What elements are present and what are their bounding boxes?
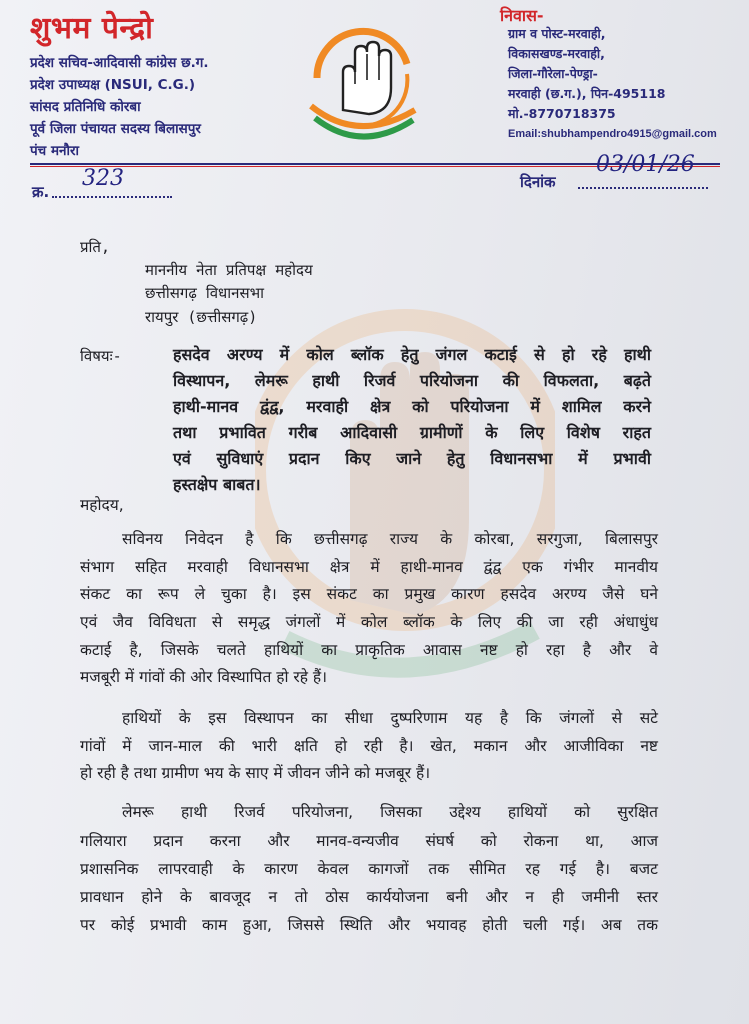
congress-hand-logo	[303, 14, 421, 142]
paragraph-line: हाथियों के इस विस्थापन का सीधा दुष्परिणाम यह है कि जंगलों से सटे	[122, 709, 658, 727]
sender-email: Email:shubhampendro4915@gmail.com	[508, 128, 717, 140]
paragraph-line: गांवों में जान-माल की भारी क्षति हो रही है। खेत, मकान और आजीविका नष्ट	[80, 737, 658, 755]
subject-line: तथा प्रभावित गरीब आदिवासी ग्रामीणों के लिए विशेष राहत	[173, 423, 651, 442]
subject-line: एवं सुविधाएं प्रदान किए जाने हेतु विधानसभा में प्रभावी	[173, 449, 651, 468]
residence-label: निवास-	[500, 6, 544, 25]
salutation: महोदय,	[80, 496, 124, 514]
recipient-line: रायपुर (छत्तीसगढ़)	[145, 308, 258, 326]
subject-line: विस्थापन, लेमरू हाथी रिजर्व परियोजना की विफलता, बढ़ते	[173, 371, 651, 390]
subject-label: विषयः-	[80, 347, 122, 365]
recipient-line: माननीय नेता प्रतिपक्ष महोदय	[145, 261, 313, 279]
date-label: दिनांक	[520, 173, 556, 191]
paragraph-line: पर कोई प्रभावी काम हुआ, जिससे स्थिति और भयावह होती चली गई। अब तक	[80, 916, 658, 934]
sender-designations	[30, 52, 208, 162]
subject-line: हाथी-मानव द्वंद्व, मरवाही क्षेत्र को परियोजना में शामिल करने	[173, 397, 651, 416]
paragraph-line: प्रावधान होने के बावजूद न तो ठोस कार्ययोजना बनी और न ही जमीनी स्तर	[80, 888, 658, 906]
date-value: 03/01/26	[596, 152, 695, 177]
paragraph-line: सविनय निवेदन है कि छत्तीसगढ़ राज्य के कोरबा, सरगुजा, बिलासपुर	[122, 530, 658, 548]
designation-line: प्रदेश सचिव-आदिवासी कांग्रेस छ.ग.	[30, 55, 209, 71]
designation-line: सांसद प्रतिनिधि कोरबा	[30, 99, 141, 115]
designation-line: प्रदेश उपाध्यक्ष (NSUI, C.G.)	[30, 77, 195, 93]
paragraph-line: एवं जैव विविधता से समृद्ध जंगलों में कोल ब्लॉक के लिए की जा रही अंधाधुंध	[80, 613, 658, 631]
paragraph-line: संकट का रूप ले चुका है। इस संकट का प्रमुख कारण हसदेव अरण्य जैसे घने	[80, 585, 658, 603]
recipient-line: छत्तीसगढ़ विधानसभा	[145, 284, 265, 302]
address-line: मरवाही (छ.ग.), पिन-495118	[508, 86, 666, 101]
address-line: विकासखण्ड-मरवाही,	[508, 46, 605, 61]
paragraph-line: गलियारा प्रदान करना और मानव-वन्यजीव संघर्ष को रोकना था, आज	[80, 832, 658, 850]
paragraph-line: प्रशासनिक लापरवाही के कारण केवल कागजों तक सीमित रह गई है। बजट	[80, 860, 658, 878]
paragraph-line: संभाग सहित मरवाही विधानसभा क्षेत्र में हाथी-मानव द्वंद्व एक गंभीर मानवीय	[80, 558, 658, 576]
paragraph-line: हो रही है तथा ग्रामीण भय के साए में जीवन जीने को मजबूर हैं।	[80, 764, 431, 782]
designation-line: पूर्व जिला पंचायत सदस्य बिलासपुर	[30, 121, 201, 137]
sender-address	[508, 24, 717, 144]
designation-line: पंच मनौरा	[30, 143, 80, 159]
reference-number: 323	[82, 166, 124, 191]
paragraph-line: कटाई है, जिसके चलते हाथियों का प्राकृतिक आवास नष्ट हो रहा है और वे	[80, 641, 658, 659]
subject-line: हसदेव अरण्य में कोल ब्लॉक हेतु जंगल कटाई से हो रहे हाथी	[173, 345, 651, 364]
paragraph-line: मजबूरी में गांवों की ओर विस्थापित हो रहे हैं।	[80, 668, 327, 686]
paragraph-line: लेमरू हाथी रिजर्व परियोजना, जिसका उद्देश्य हाथियों को सुरक्षित	[122, 803, 658, 821]
address-line: मो.-8770718375	[508, 106, 616, 121]
reference-label: क्र.	[32, 183, 50, 201]
recipient-prefix: प्रति,	[80, 238, 111, 256]
address-line: ग्राम व पोस्ट-मरवाही,	[508, 26, 606, 41]
date-dotted-line	[578, 175, 708, 189]
subject-line: हस्तक्षेप बाबत।	[173, 475, 261, 494]
address-line: जिला-गौरेला-पेण्ड्रा-	[508, 66, 598, 81]
sender-name: शुभम पेन्द्रो	[30, 11, 154, 46]
